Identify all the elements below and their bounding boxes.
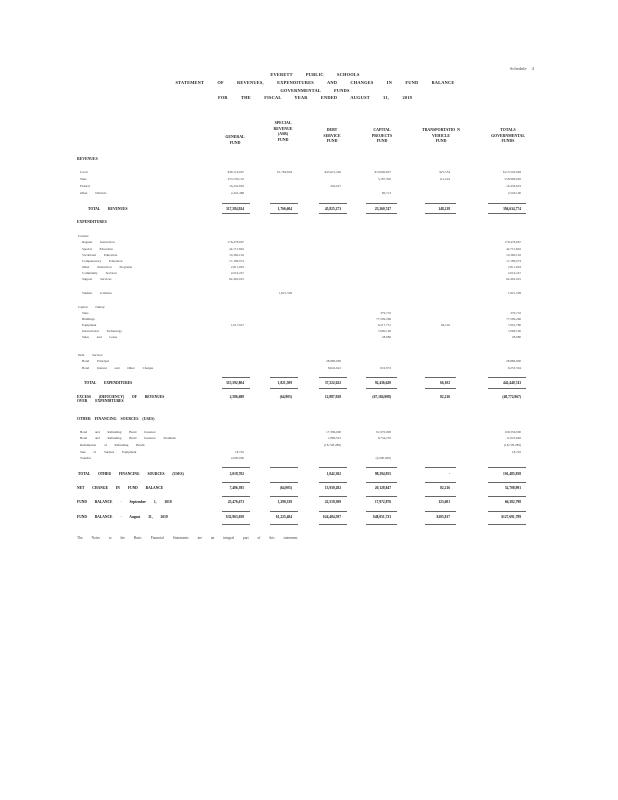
cell-value: 5,187,392 bbox=[377, 177, 391, 181]
cell-value: $127,691,789 bbox=[501, 515, 521, 519]
cell-value: 7,690,190 bbox=[377, 329, 391, 333]
table-row bbox=[0, 395, 618, 401]
row-label: Other Instruction Programs bbox=[82, 265, 133, 269]
row-label: Bond Interest and Other Charges bbox=[82, 366, 154, 370]
footnote: The Notes to the Basic Financial Statements are an integral part of this statement. bbox=[77, 536, 299, 540]
row-label: Capital Outlay: bbox=[78, 305, 106, 309]
cell-value: (18,728,289) bbox=[323, 443, 341, 447]
row-label: Local bbox=[80, 170, 88, 174]
total-rule bbox=[319, 482, 347, 483]
cell-value: 62,402,025 bbox=[229, 277, 244, 281]
row-label: Instructional Technology bbox=[82, 329, 122, 333]
cell-value: 13,930,282 bbox=[324, 486, 341, 490]
column-header: GENERAL FUND bbox=[225, 135, 245, 145]
row-label: NET CHANGE IN FUND BALANCE bbox=[77, 486, 164, 490]
row-label: Special Education bbox=[82, 247, 113, 251]
total-rule bbox=[366, 203, 397, 204]
table-row bbox=[0, 277, 618, 283]
cell-value: 7,901,780 bbox=[507, 323, 521, 327]
row-label: Sites bbox=[82, 311, 89, 315]
total-rule bbox=[270, 203, 298, 204]
cell-value: 394,634,774 bbox=[503, 207, 521, 211]
cell-value: 317,584,924 bbox=[226, 207, 244, 211]
cell-value: 2,000,000 bbox=[230, 456, 244, 460]
cell-value: 10,360,102 bbox=[229, 253, 244, 257]
cell-value: $32,963,058 bbox=[226, 515, 244, 519]
total-rule bbox=[319, 213, 347, 214]
table-row bbox=[0, 170, 618, 176]
total-rule bbox=[366, 524, 397, 525]
cell-value: 8,642,622 bbox=[327, 366, 341, 370]
total-rule bbox=[319, 467, 347, 468]
cell-value: 80,713 bbox=[381, 191, 391, 195]
total-rule bbox=[488, 388, 526, 389]
cell-value: 1,042,302 bbox=[326, 472, 341, 476]
total-rule bbox=[270, 213, 298, 214]
cell-value: 28,680 bbox=[511, 335, 521, 339]
table-row bbox=[0, 291, 618, 297]
cell-value: 10,360,102 bbox=[506, 253, 521, 257]
table-row bbox=[0, 366, 618, 372]
total-rule bbox=[488, 496, 526, 497]
row-label: Regular Instruction bbox=[82, 240, 115, 244]
total-rule bbox=[222, 388, 250, 389]
column-header: TOTALS GOVERNMENTAL FUNDS bbox=[491, 128, 525, 143]
cell-value: $115,520,928 bbox=[502, 170, 521, 174]
total-rule bbox=[222, 377, 250, 378]
total-rule bbox=[425, 377, 456, 378]
cell-value: (48,772,967) bbox=[502, 395, 521, 399]
total-rule bbox=[488, 467, 526, 468]
cell-value: 91,970,000 bbox=[376, 430, 391, 434]
cell-value: 66,102 bbox=[440, 381, 450, 385]
total-rule bbox=[222, 203, 250, 204]
title-line: EVERETT PUBLIC SCHOOLS bbox=[270, 72, 360, 77]
row-label: Support Services bbox=[82, 277, 112, 281]
cell-value: 28,680 bbox=[381, 335, 391, 339]
table-row bbox=[0, 443, 618, 449]
cell-value: 1,766,604 bbox=[277, 207, 292, 211]
total-rule bbox=[366, 388, 397, 389]
cell-value: 2,811,693 bbox=[230, 265, 244, 269]
row-label: TOTAL OTHER FINANCING SOURCES (USES) bbox=[78, 472, 184, 476]
cell-value: 16,232,662 bbox=[229, 184, 244, 188]
row-label: Bond and Refunding Bond Issuance bbox=[80, 430, 156, 434]
cell-value: 25,260,747 bbox=[374, 207, 391, 211]
row-label: Current: bbox=[78, 234, 89, 238]
total-rule bbox=[270, 377, 298, 378]
total-rule bbox=[222, 482, 250, 483]
cell-value: 112,224 bbox=[439, 177, 450, 181]
cell-value: (2,000,000) bbox=[375, 456, 391, 460]
total-rule bbox=[488, 524, 526, 525]
cell-value: $48,116,667 bbox=[227, 170, 244, 174]
cell-value: 1,821,509 bbox=[507, 291, 521, 295]
cell-value: 62,402,025 bbox=[506, 277, 521, 281]
cell-value: 45,825,273 bbox=[324, 207, 341, 211]
total-rule bbox=[425, 511, 456, 512]
total-rule bbox=[488, 377, 526, 378]
cell-value: 1,821,509 bbox=[278, 291, 292, 295]
total-rule bbox=[222, 511, 250, 512]
cell-value: 44,715,802 bbox=[229, 247, 244, 251]
cell-value: - bbox=[448, 472, 450, 476]
cell-value: 258,999,926 bbox=[504, 177, 521, 181]
cell-value: 101,485,958 bbox=[503, 472, 521, 476]
cell-value: 176,478,667 bbox=[227, 240, 244, 244]
cell-value: 37,522,622 bbox=[324, 381, 341, 385]
total-rule bbox=[222, 524, 250, 525]
cell-value: 17,386,000 bbox=[326, 430, 341, 434]
cell-value: 11,623,846 bbox=[506, 436, 521, 440]
total-rule bbox=[270, 482, 298, 483]
column-header: TRANSPORTATIO N VEHICLE FUND bbox=[421, 128, 460, 143]
row-label: Buildings bbox=[82, 317, 95, 321]
total-rule bbox=[425, 388, 456, 389]
total-rule bbox=[366, 213, 397, 214]
total-rule bbox=[488, 213, 526, 214]
cell-value: 2,586,688 bbox=[229, 395, 244, 399]
row-label: Sales and Lease bbox=[82, 335, 118, 339]
title-line: GOVERNMENTAL FUNDS bbox=[280, 88, 350, 93]
table-row bbox=[0, 359, 618, 365]
cell-value: 2,811,693 bbox=[507, 265, 521, 269]
cell-value: (18,728,289) bbox=[503, 443, 521, 447]
row-label: Compensatory Education bbox=[82, 259, 123, 263]
row-label: Bond Principal bbox=[82, 359, 109, 363]
cell-value: 2,018,702 bbox=[229, 472, 244, 476]
total-rule bbox=[425, 203, 456, 204]
cell-value: 25,476,673 bbox=[227, 500, 244, 504]
table-row bbox=[0, 381, 618, 387]
cell-value: 2,526,190 bbox=[507, 191, 521, 195]
table-row bbox=[0, 240, 618, 246]
cell-value: 9,734,255 bbox=[377, 436, 391, 440]
row-label: EXCESS (DEFICIENCY) OF REVENUES OVER EXPENDITURES bbox=[77, 395, 165, 403]
cell-value: 109,356,000 bbox=[504, 430, 521, 434]
cell-value: 1,617,927 bbox=[230, 323, 244, 327]
cell-value: 6,217,751 bbox=[377, 323, 391, 327]
total-rule bbox=[425, 524, 456, 525]
total-rule bbox=[270, 388, 298, 389]
cell-value: 22,519,309 bbox=[324, 500, 341, 504]
total-rule bbox=[222, 467, 250, 468]
total-rule bbox=[222, 213, 250, 214]
cell-value: 17,189,974 bbox=[229, 259, 244, 263]
row-label: Student activities bbox=[82, 291, 112, 295]
cell-value: $48,051,723 bbox=[373, 515, 391, 519]
cell-value: $1,225,484 bbox=[275, 515, 292, 519]
cell-value: 66,382,798 bbox=[504, 500, 521, 504]
table-row bbox=[0, 191, 618, 197]
row-label: Community Services bbox=[82, 271, 117, 275]
total-rule bbox=[270, 511, 298, 512]
cell-value: (67,184,908) bbox=[372, 395, 391, 399]
cell-value: 28,880,000 bbox=[506, 359, 521, 363]
cell-value: 7,690,190 bbox=[507, 329, 521, 333]
cell-value: 98,294,955 bbox=[374, 472, 391, 476]
title-line: FOR THE FISCAL YEAR ENDED AUGUST 31, 2019 bbox=[217, 95, 413, 100]
total-rule bbox=[366, 467, 397, 468]
table-row bbox=[0, 486, 618, 492]
row-label: Other Districts bbox=[80, 191, 107, 195]
table-row bbox=[0, 335, 618, 341]
cell-value: $25,554 bbox=[439, 170, 450, 174]
cell-value: $1,766,604 bbox=[277, 170, 292, 174]
cell-value: 253,700,110 bbox=[227, 177, 244, 181]
row-label: Bond and Refunding Bond Issuance Premium bbox=[80, 436, 176, 440]
total-rule bbox=[488, 482, 526, 483]
row-label: Debt Service: bbox=[78, 353, 104, 357]
total-rule bbox=[366, 377, 397, 378]
cell-value: 2,016,247 bbox=[507, 271, 521, 275]
section-expenditures: EXPENDITURES bbox=[77, 220, 107, 224]
cell-value: 77,509,266 bbox=[376, 317, 391, 321]
total-rule bbox=[270, 524, 298, 525]
total-rule bbox=[319, 524, 347, 525]
cell-value: 610,972 bbox=[380, 366, 391, 370]
schedule-number: Schedule 4 bbox=[510, 66, 534, 71]
column-header: DEBT SERVICE FUND bbox=[323, 128, 341, 143]
table-row bbox=[0, 472, 618, 478]
row-label: FUND BALANCE - September 1, 2018 bbox=[77, 500, 172, 504]
cell-value: (64,905) bbox=[279, 395, 292, 399]
column-header: SPECIAL REVENUE (ASB) FUND bbox=[273, 121, 293, 142]
total-rule bbox=[425, 482, 456, 483]
cell-value: $45,621,246 bbox=[324, 170, 341, 174]
row-label: Transfer bbox=[80, 456, 92, 460]
cell-value: 379,710 bbox=[380, 311, 391, 315]
total-rule bbox=[319, 203, 347, 204]
cell-value: 82,216 bbox=[440, 486, 450, 490]
cell-value: (64,905) bbox=[279, 486, 292, 490]
cell-value: 16,436,819 bbox=[506, 184, 521, 188]
cell-value: 204,027 bbox=[330, 184, 341, 188]
cell-value: 123,601 bbox=[438, 500, 450, 504]
row-label: Vocational Education bbox=[82, 253, 118, 257]
cell-value: 82,216 bbox=[440, 395, 450, 399]
row-label: State bbox=[80, 177, 87, 181]
total-rule bbox=[319, 377, 347, 378]
total-rule bbox=[488, 511, 526, 512]
cell-value: 7,486,395 bbox=[229, 486, 244, 490]
column-header: CAPITAL PROJECTS FUND bbox=[371, 128, 393, 143]
row-label: FUND BALANCE - August 31, 2019 bbox=[77, 515, 168, 519]
table-row bbox=[0, 177, 618, 183]
total-rule bbox=[319, 388, 347, 389]
section-revenues: REVENUES bbox=[77, 157, 98, 161]
row-label: TOTAL REVENUES bbox=[88, 207, 128, 211]
row-label: Sale of Surplus Equipment bbox=[80, 450, 137, 454]
cell-value: 1,889,591 bbox=[327, 436, 341, 440]
total-rule bbox=[366, 511, 397, 512]
cell-value: 315,592,804 bbox=[226, 381, 244, 385]
total-rule bbox=[222, 496, 250, 497]
title-line: STATEMENT OF REVENUES, EXPENDITURES AND CHANGES IN FUND BALANCE bbox=[175, 80, 455, 85]
total-rule bbox=[319, 511, 347, 512]
cell-value: 442,440,743 bbox=[503, 381, 521, 385]
row-label: TOTAL EXPENDITURES bbox=[84, 381, 133, 385]
cell-value: $19,990,847 bbox=[374, 170, 391, 174]
total-rule bbox=[319, 496, 347, 497]
table-row bbox=[0, 515, 618, 521]
cell-value: 28,880,000 bbox=[326, 359, 341, 363]
cell-value: 176,478,667 bbox=[504, 240, 521, 244]
table-row bbox=[0, 184, 618, 190]
cell-value: 92,436,620 bbox=[374, 381, 391, 385]
cell-value: 12,887,928 bbox=[324, 395, 341, 399]
total-rule bbox=[425, 213, 456, 214]
cell-value: 20,128,847 bbox=[374, 486, 391, 490]
cell-value: 66,102 bbox=[440, 323, 450, 327]
total-rule bbox=[488, 203, 526, 204]
cell-value: 52,708,991 bbox=[504, 486, 521, 490]
cell-value: $24,404,597 bbox=[323, 515, 341, 519]
total-rule bbox=[366, 496, 397, 497]
total-rule bbox=[270, 467, 298, 468]
cell-value: 17,972,876 bbox=[374, 500, 391, 504]
total-rule bbox=[270, 496, 298, 497]
cell-value: 18,702 bbox=[511, 450, 521, 454]
table-row bbox=[0, 500, 618, 506]
cell-value: 17,189,974 bbox=[506, 259, 521, 263]
cell-value: 2,016,247 bbox=[230, 271, 244, 275]
cell-value: 44,715,802 bbox=[506, 247, 521, 251]
total-rule bbox=[425, 496, 456, 497]
cell-value: 2,445,488 bbox=[230, 191, 244, 195]
table-row bbox=[0, 436, 618, 442]
cell-value: 18,702 bbox=[234, 450, 244, 454]
cell-value: 9,253,594 bbox=[507, 366, 521, 370]
cell-value: 1,821,509 bbox=[277, 381, 292, 385]
total-rule bbox=[366, 482, 397, 483]
total-rule bbox=[425, 467, 456, 468]
row-label: Federal bbox=[80, 184, 90, 188]
row-label: Equipment bbox=[82, 323, 97, 327]
cell-value: 1,290,339 bbox=[277, 500, 292, 504]
cell-value: 148,218 bbox=[438, 207, 450, 211]
cell-value: $205,817 bbox=[436, 515, 450, 519]
table-row bbox=[0, 456, 618, 462]
row-label: Redemption of Refunding Bonds bbox=[80, 443, 145, 447]
cell-value: 379,710 bbox=[510, 311, 521, 315]
section-other-financing: OTHER FINANCING SOURCES (USES) bbox=[77, 417, 155, 421]
cell-value: 77,509,266 bbox=[506, 317, 521, 321]
